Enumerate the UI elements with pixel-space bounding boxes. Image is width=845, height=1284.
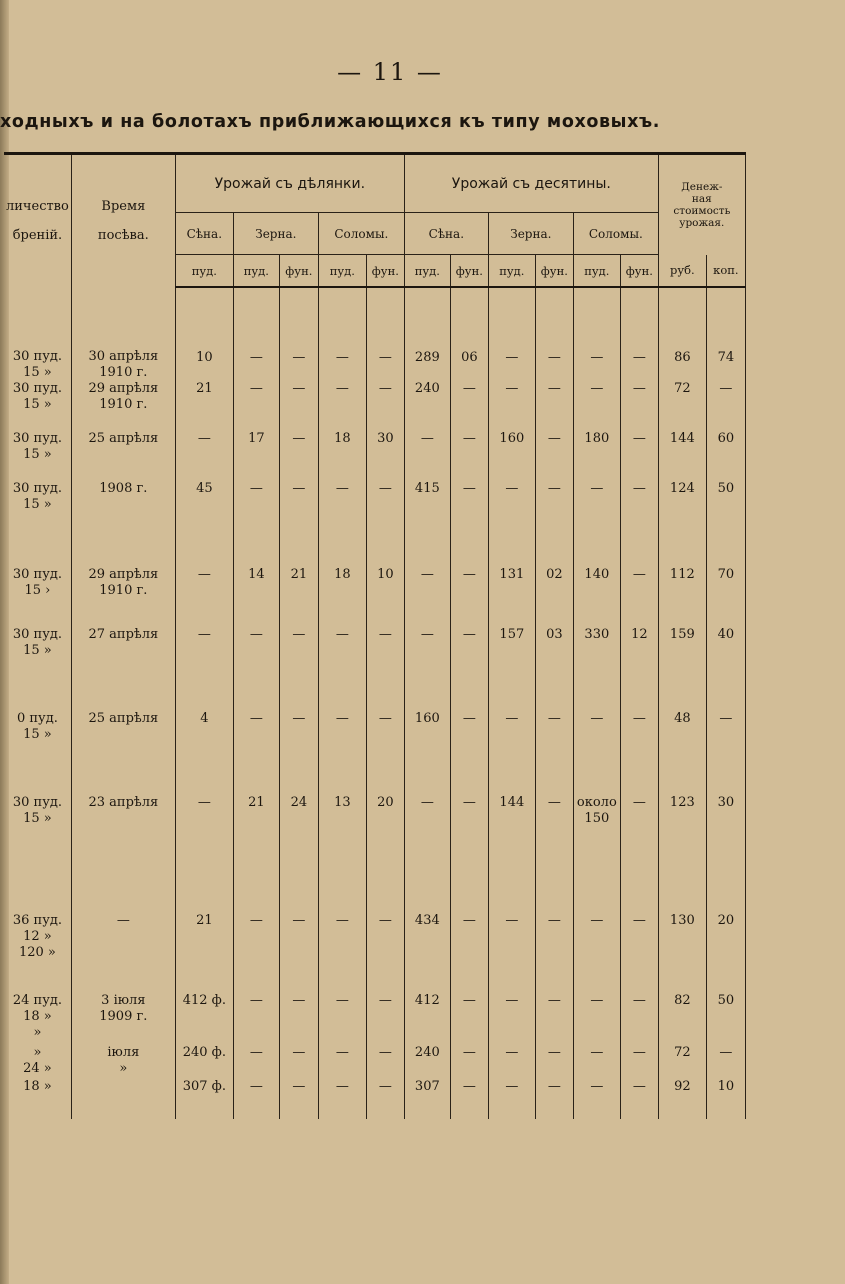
unit-des-grain-fun: фун. [535,255,573,287]
cell-value: — [706,381,745,431]
fertilizer-line: 30 пуд. [12,567,62,582]
cell-value: 140 [573,567,620,627]
cell-value: — [318,711,366,795]
table-row [4,711,745,795]
fertilizer-line: 30 пуд. [12,795,62,810]
cell-sowing-time [71,1045,175,1079]
cell-value: 131 [488,567,535,627]
cell-value: — [620,567,658,627]
fertilizer-line: 30 пуд. [12,349,62,364]
cell-value: — [318,381,366,431]
sowing-time-line: 29 апрѣля [88,381,159,396]
cell-sowing-time [71,1079,175,1119]
cell-value: — [366,287,404,381]
header-money-line4: урожая. [679,216,725,229]
cell-value: — [488,711,535,795]
header-yield-plot: Урожай съ дѣлянки. [175,154,404,213]
sowing-time-line: — [116,913,130,928]
cell-value: — [450,1079,488,1119]
cell-value: — [488,287,535,381]
cell-value: — [573,287,620,381]
sowing-time-line: » [119,1061,128,1076]
cell-value: — [535,913,573,993]
cell-value: — [366,1045,404,1079]
cell-value: — [573,993,620,1045]
header-des-grain: Зерна. [488,213,573,255]
cell-value: 50 [706,481,745,567]
cell-value: — [535,381,573,431]
cell-value: 86 [658,287,706,381]
cell-fertilizer [4,913,71,993]
cell-value: — [233,913,279,993]
cell-value: — [279,627,318,711]
table-row [4,993,745,1045]
table-row [4,1045,745,1079]
cell-value: 10 [706,1079,745,1119]
unit-plot-straw-pud: пуд. [318,255,366,287]
fertilizer-line: 30 пуд. [12,431,62,446]
cell-value: — [404,627,450,711]
header-money-line1: Денеж- [681,180,723,193]
fertilizer-line: 15 » [23,643,52,658]
cell-fertilizer [4,627,71,711]
cell-value: — [450,627,488,711]
cell-value: 30 [706,795,745,913]
cell-value: — [535,993,573,1045]
cell-value: 12 [620,627,658,711]
cell-value: — [233,711,279,795]
cell-value: — [366,711,404,795]
cell-value: — [233,627,279,711]
sowing-time-line: 25 апрѣля [88,431,159,446]
unit-des-straw-fun: фун. [620,255,658,287]
unit-kop: коп. [706,255,745,287]
cell-value: — [573,1045,620,1079]
page-number: — 11 — [337,58,443,86]
cell-value: — [488,1045,535,1079]
fertilizer-line: 120 » [18,945,56,960]
cell-value: 50 [706,993,745,1045]
cell-fertilizer [4,993,71,1045]
cell-value: — [366,481,404,567]
sowing-time-line: 1908 г. [99,481,148,496]
cell-value: — [573,381,620,431]
cell-value: — [450,431,488,481]
cell-value: — [620,913,658,993]
cell-value: 123 [658,795,706,913]
unit-des-hay-pud: пуд. [404,255,450,287]
fertilizer-line: 0 пуд. [16,711,58,726]
cell-value: — [706,711,745,795]
cell-value: — [620,431,658,481]
cell-value: — [450,381,488,431]
cell-value: 415 [404,481,450,567]
fertilizer-line: 18 » [23,1079,52,1094]
page-heading: ходныхъ и на болотахъ приближающихся къ типу моховыхъ. [0,112,660,132]
sowing-time-line: 1910 г. [99,397,148,412]
cell-fertilizer [4,795,71,913]
cell-value: — [233,1079,279,1119]
cell-value: — [535,431,573,481]
cell-value: — [366,381,404,431]
cell-value: — [573,1079,620,1119]
cell-value: 82 [658,993,706,1045]
cell-value: 06 [450,287,488,381]
cell-value: — [535,711,573,795]
cell-value: 20 [706,913,745,993]
cell-value: — [535,287,573,381]
header-time-line1: Время [101,199,146,214]
cell-value: — [279,287,318,381]
fertilizer-line: 15 » [23,447,52,462]
fertilizer-line: 24 » [23,1061,52,1076]
cell-value: — [279,381,318,431]
cell-value: — [404,431,450,481]
table-row [4,1079,745,1119]
cell-sowing-time [71,567,175,627]
cell-value: — [620,287,658,381]
cell-value: — [404,795,450,913]
cell-value: 240 [404,381,450,431]
cell-value: 4 [175,711,233,795]
header-fertilizer [4,154,71,288]
cell-fertilizer [4,381,71,431]
cell-value: 10 [366,567,404,627]
header-fertilizer-line2: бренiй. [12,228,63,243]
cell-value: — [175,795,233,913]
header-yield-desyatina: Урожай съ десятины. [404,154,658,213]
cell-value: 434 [404,913,450,993]
fertilizer-line: 30 пуд. [12,627,62,642]
fertilizer-line: » [33,1045,42,1060]
fertilizer-line: 15 » [23,365,52,380]
fertilizer-line: 12 » [23,929,52,944]
cell-value: — [488,1079,535,1119]
cell-value: — [573,913,620,993]
cell-value: 307 ф. [175,1079,233,1119]
cell-value: 157 [488,627,535,711]
header-money-line3: стоимость [673,204,731,217]
sowing-time-line: 25 апрѣля [88,711,159,726]
cell-value: 21 [233,795,279,913]
header-des-straw: Соломы. [573,213,658,255]
fertilizer-line: 30 пуд. [12,381,62,396]
cell-value: — [318,1079,366,1119]
cell-value: 18 [318,431,366,481]
cell-value: 24 [279,795,318,913]
cell-value: — [318,287,366,381]
cell-sowing-time [71,381,175,431]
fertilizer-line: 24 пуд. [12,993,62,1008]
cell-value-text: около 150 [576,795,617,826]
yield-table [4,152,746,1119]
cell-value: 289 [404,287,450,381]
header-plot-straw: Соломы. [318,213,404,255]
cell-value: — [488,993,535,1045]
cell-value: — [366,913,404,993]
cell-value: 92 [658,1079,706,1119]
unit-des-grain-pud: пуд. [488,255,535,287]
cell-value: — [279,711,318,795]
cell-value: 160 [488,431,535,481]
sowing-time-line: 1910 г. [99,365,148,380]
cell-value: — [279,993,318,1045]
cell-value: 124 [658,481,706,567]
cell-value: 21 [279,567,318,627]
cell-value: — [279,481,318,567]
cell-fertilizer [4,1045,71,1079]
cell-value: — [233,381,279,431]
cell-value: 112 [658,567,706,627]
cell-value: — [573,711,620,795]
table-row [4,627,745,711]
cell-value: 02 [535,567,573,627]
cell-value: — [450,567,488,627]
cell-sowing-time [71,993,175,1045]
table-row [4,381,745,431]
cell-value: — [175,627,233,711]
cell-value: 60 [706,431,745,481]
cell-value: 21 [175,913,233,993]
cell-value: — [706,1045,745,1079]
table-row [4,795,745,913]
cell-value: 40 [706,627,745,711]
cell-value: 72 [658,381,706,431]
cell-value: — [620,1079,658,1119]
cell-sowing-time [71,795,175,913]
cell-value: — [620,795,658,913]
sowing-time-line: 1909 г. [99,1009,148,1024]
fertilizer-line: » [33,1025,42,1040]
cell-fertilizer [4,431,71,481]
cell-value: — [488,913,535,993]
unit-plot-straw-fun: фун. [366,255,404,287]
fertilizer-line: 15 » [23,811,52,826]
table-body [4,287,745,1119]
cell-sowing-time [71,287,175,381]
cell-value: 18 [318,567,366,627]
cell-value: — [488,481,535,567]
table-row [4,287,745,381]
sowing-time-line: iюля [107,1045,140,1060]
sowing-time-line: 1910 г. [99,583,148,598]
fertilizer-line: 18 » [23,1009,52,1024]
cell-value: — [450,993,488,1045]
cell-value: — [573,481,620,567]
fertilizer-line: 36 пуд. [12,913,62,928]
cell-value: 330 [573,627,620,711]
sowing-time-line: 29 апрѣля [88,567,159,582]
cell-value: — [535,1045,573,1079]
sowing-time-line: 23 апрѣля [88,795,159,810]
sowing-time-line: 27 апрѣля [88,627,159,642]
cell-value: — [620,481,658,567]
cell-value: 20 [366,795,404,913]
cell-value: 74 [706,287,745,381]
table-row [4,481,745,567]
cell-value: — [318,627,366,711]
table-row [4,913,745,993]
header-des-hay: Сѣна. [404,213,488,255]
cell-value: 240 ф. [175,1045,233,1079]
table-row [4,431,745,481]
cell-value: — [404,567,450,627]
cell-value: — [175,431,233,481]
cell-value: — [488,381,535,431]
fertilizer-line: 15 › [24,583,51,598]
fertilizer-line: 15 » [23,397,52,412]
cell-value: 130 [658,913,706,993]
unit-rub: руб. [658,255,706,287]
cell-value: — [450,795,488,913]
cell-value: 03 [535,627,573,711]
cell-sowing-time [71,711,175,795]
cell-value: 30 [366,431,404,481]
header-plot-hay: Сѣна. [175,213,233,255]
cell-sowing-time [71,481,175,567]
cell-value: — [366,627,404,711]
fertilizer-line: 30 пуд. [12,481,62,496]
cell-value: 159 [658,627,706,711]
unit-plot-grain-fun: фун. [279,255,318,287]
cell-value: 412 ф. [175,993,233,1045]
header-fertilizer-line1: личество [6,199,69,214]
cell-value: 17 [233,431,279,481]
cell-sowing-time [71,431,175,481]
cell-value: 14 [233,567,279,627]
cell-value: — [366,993,404,1045]
cell-value: — [620,711,658,795]
cell-value: 48 [658,711,706,795]
cell-fertilizer [4,1079,71,1119]
cell-value: — [620,993,658,1045]
unit-des-hay-fun: фун. [450,255,488,287]
cell-value: — [620,1045,658,1079]
cell-value [573,795,620,913]
cell-value: — [233,287,279,381]
cell-value: 160 [404,711,450,795]
cell-value: — [450,913,488,993]
cell-value: — [535,1079,573,1119]
cell-value: — [318,993,366,1045]
cell-value: 144 [658,431,706,481]
cell-value: — [233,1045,279,1079]
cell-value: 412 [404,993,450,1045]
cell-value: 240 [404,1045,450,1079]
cell-fertilizer [4,287,71,381]
cell-value: — [233,481,279,567]
header-money-value [658,154,745,255]
cell-fertilizer [4,567,71,627]
cell-value: 21 [175,381,233,431]
unit-des-straw-pud: пуд. [573,255,620,287]
cell-fertilizer [4,711,71,795]
cell-value: — [279,431,318,481]
cell-value: — [535,481,573,567]
cell-value: — [318,913,366,993]
unit-plot-hay-pud: пуд. [175,255,233,287]
fertilizer-line: 15 » [23,497,52,512]
header-money-line2: ная [691,192,712,205]
cell-sowing-time [71,627,175,711]
cell-value: — [279,1079,318,1119]
cell-value: — [450,1045,488,1079]
header-sowing-time [71,154,175,288]
cell-value: — [366,1079,404,1119]
cell-value: — [535,795,573,913]
cell-value: — [175,567,233,627]
sowing-time-line: 30 апрѣля [88,349,159,364]
cell-fertilizer [4,481,71,567]
table-row [4,567,745,627]
cell-value: 13 [318,795,366,913]
cell-value: 72 [658,1045,706,1079]
header-time-line2: посѣва. [97,228,149,243]
header-plot-grain: Зерна. [233,213,318,255]
cell-value: — [318,481,366,567]
fertilizer-line: 15 » [23,727,52,742]
cell-value: — [620,381,658,431]
cell-value: — [279,913,318,993]
cell-value: 307 [404,1079,450,1119]
cell-value: 180 [573,431,620,481]
cell-sowing-time [71,913,175,993]
cell-value: — [318,1045,366,1079]
cell-value: — [279,1045,318,1079]
cell-value: — [450,711,488,795]
cell-value: — [450,481,488,567]
cell-value: 45 [175,481,233,567]
cell-value: 10 [175,287,233,381]
cell-value: — [233,993,279,1045]
sowing-time-line: 3 iюля [101,993,146,1008]
unit-plot-grain-pud: пуд. [233,255,279,287]
cell-value: 144 [488,795,535,913]
cell-value: 70 [706,567,745,627]
